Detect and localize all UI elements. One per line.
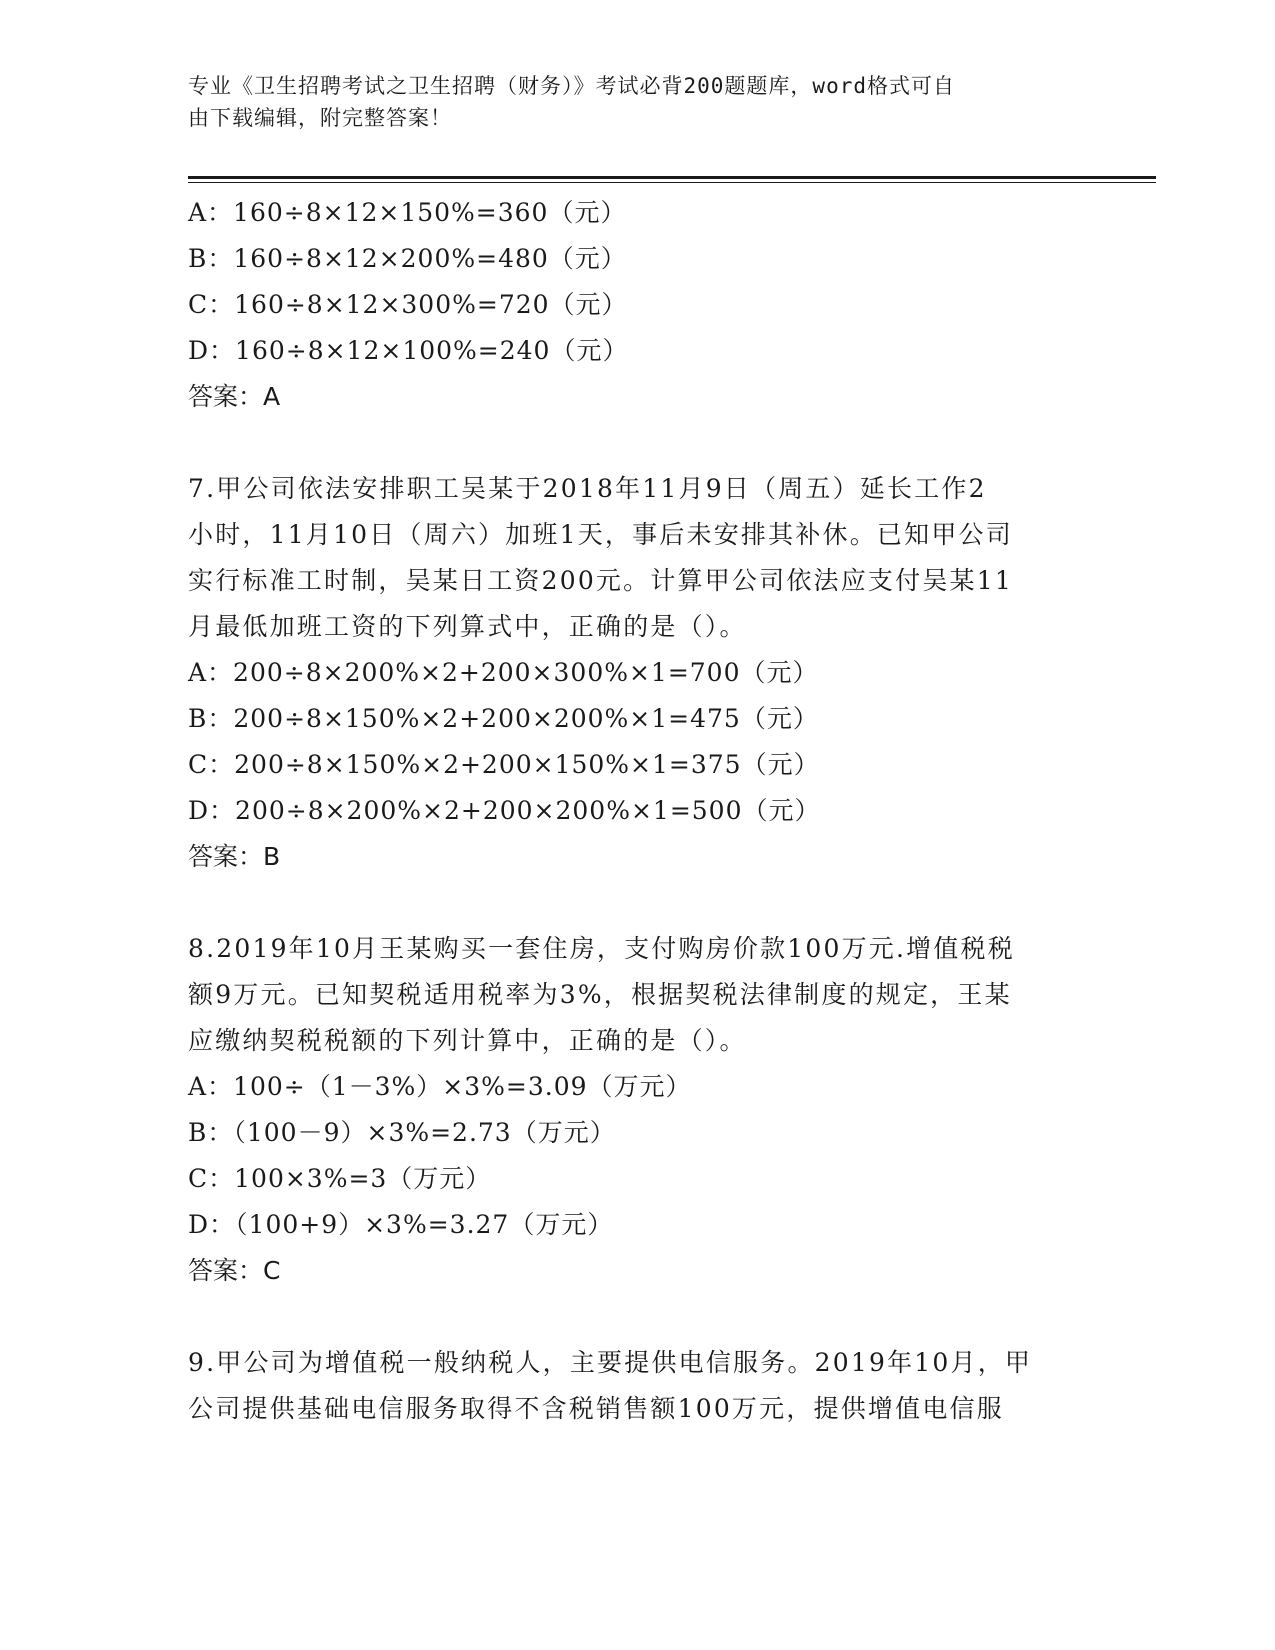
question-9 [188,1340,1088,1432]
question-text-line: 7.甲公司依法安排职工吴某于2018年11月9日（周五）延长工作2 [188,474,987,503]
option-d: D：160÷8×12×100%=240（元） [188,336,629,365]
question-text-line: 小时，11月10日（周六）加班1天，事后未安排其补休。已知甲公司 [188,520,1013,549]
option-c: C：160÷8×12×300%=720（元） [188,290,628,319]
option-d: D：（100+9）×3%=3.27（万元） [188,1210,614,1239]
question-text-line: 公司提供基础电信服务取得不含税销售额100万元，提供增值电信服 [188,1394,1004,1423]
spacer [188,1294,1088,1340]
question-6-continued [188,190,1088,420]
header-rule-thin [188,182,1156,183]
question-text-line: 实行标准工时制，吴某日工资200元。计算甲公司依法应支付吴某11 [188,566,1013,595]
answer-line: 答案：A [188,382,281,411]
header-rule-thick [188,176,1156,179]
question-text-line: 8.2019年10月王某购买一套住房，支付购房价款100万元.增值税税 [188,934,1015,963]
option-b: B：200÷8×150%×2+200×200%×1=475（元） [188,704,819,733]
option-b: B：160÷8×12×200%=480（元） [188,244,627,273]
question-text-line: 应缴纳契税税额的下列计算中，正确的是（）。 [188,1026,747,1055]
question-7 [188,466,1088,880]
answer-line: 答案：B [188,842,281,871]
option-a: A：160÷8×12×150%=360（元） [188,198,627,227]
option-d: D：200÷8×200%×2+200×200%×1=500（元） [188,796,821,825]
header-line-2: 由下载编辑，附完整答案！ [188,106,452,130]
spacer [188,880,1088,926]
option-a: A：100÷（1－3%）×3%=3.09（万元） [188,1072,692,1101]
document-header [188,70,1068,134]
question-8 [188,926,1088,1294]
option-c: C：100×3%=3（万元） [188,1164,492,1193]
header-line-1: 专业《卫生招聘考试之卫生招聘（财务）》考试必背200题题库，word格式可自 [188,74,955,98]
question-text-line: 9.甲公司为增值税一般纳税人，主要提供电信服务。2019年10月，甲 [188,1348,1033,1377]
option-b: B：（100－9）×3%=2.73（万元） [188,1118,616,1147]
answer-line: 答案：C [188,1256,281,1285]
spacer [188,420,1088,466]
option-a: A：200÷8×200%×2+200×300%×1=700（元） [188,658,819,687]
question-text-line: 月最低加班工资的下列算式中，正确的是（）。 [188,612,747,641]
question-text-line: 额9万元。已知契税适用税率为3%，根据契税法律制度的规定，王某 [188,980,1012,1009]
document-body [188,190,1088,1432]
option-c: C：200÷8×150%×2+200×150%×1=375（元） [188,750,820,779]
